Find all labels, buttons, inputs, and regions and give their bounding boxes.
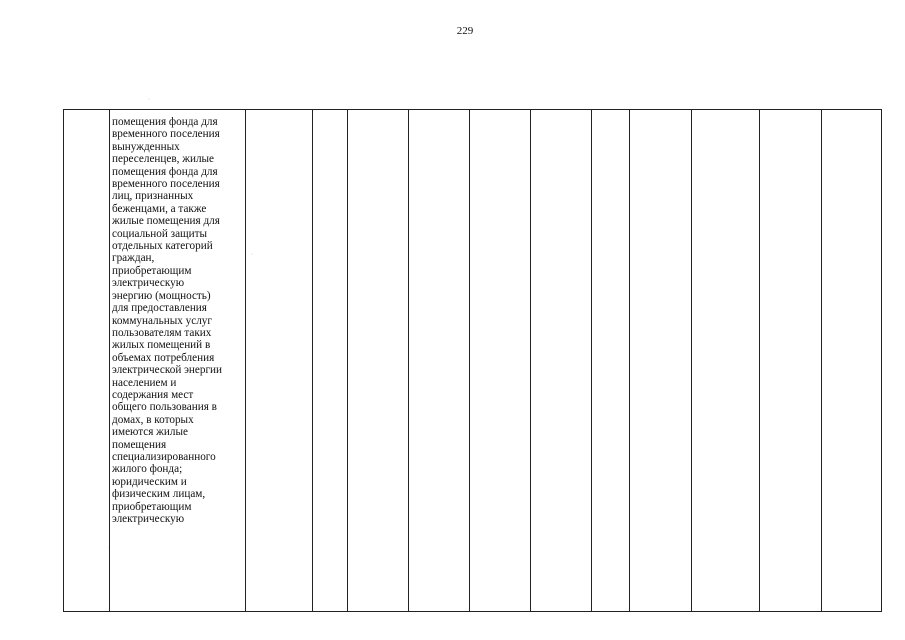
page-number: 229 [456, 25, 474, 37]
table-cell [470, 110, 531, 612]
data-table [63, 109, 882, 612]
table-row [64, 110, 882, 612]
description-text: помещения фонда для временного поселения вынужденных переселенцев, жилые помещения фонда для временного поселения лиц, признанных беженцами, а также жилые помещения для социальной защиты отдельных категорий граждан, приобретающим электрическую энергию (мощность) для предоставления коммунальных услуг пользователям таких жилых помещений в объемах потребления электрической энергии населением и содержания мест общего пользования в домах, в которых имеются жилые помещения специализированного жилого фонда; юридическим и физическим лицам, приобретающим электрическую [112, 116, 223, 525]
table-cell [246, 110, 313, 612]
scan-speck: · [148, 97, 150, 103]
table-cell [531, 110, 592, 612]
table-cell [822, 110, 882, 612]
scan-speck: · [108, 545, 110, 551]
table-cell-description [110, 110, 246, 612]
scan-speck: · [251, 252, 253, 258]
table-cell [348, 110, 409, 612]
table-cell [760, 110, 822, 612]
table-cell [692, 110, 760, 612]
table-cell-number [64, 110, 110, 612]
table-cell [409, 110, 470, 612]
table-cell [313, 110, 348, 612]
table-cell [592, 110, 630, 612]
table-cell [630, 110, 692, 612]
